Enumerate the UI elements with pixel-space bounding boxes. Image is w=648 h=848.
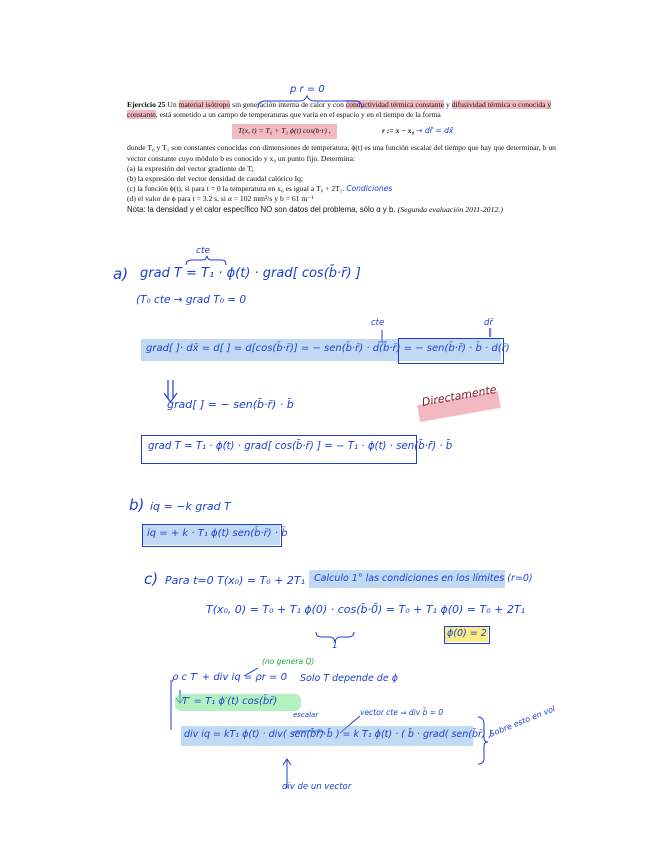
text: y xyxy=(445,100,450,109)
temperature-formula: T(x, t) = T₀ + T₁ ϕ(t) cos(b·r) , xyxy=(232,124,337,138)
text: Un xyxy=(167,100,177,109)
part-a-label: a) xyxy=(113,265,129,283)
grad-bracket-result: grad[ ] = − sen(b̄·r̄) · b̄ xyxy=(167,398,294,411)
cos-one: 1 xyxy=(332,641,338,651)
directly-note: Directamente xyxy=(420,382,498,409)
item-b: (b) la expresión del vector densidad de caudal calórico Iq; xyxy=(127,174,304,184)
boundary-note: Calculo 1° las condiciones en los límites (r=0) xyxy=(314,573,533,584)
text: , está sometido a un campo de temperaturas que varía en el espacio y en el tiempo de la forma xyxy=(155,110,441,120)
phi0-result: ϕ(0) = 2 xyxy=(447,628,487,639)
part-b-label: b) xyxy=(129,496,145,514)
cte-annotation-2: cte xyxy=(371,318,385,328)
cte-annotation: cte xyxy=(196,246,211,256)
dr-equals: ‖ xyxy=(488,328,493,338)
highlight-difusividad: difusividad térmica o conocida y constante xyxy=(127,100,552,120)
item-a: (a) la expresión del vector gradiente de T; xyxy=(127,163,254,173)
energy-equation: ρ c T′ + div iq = ρr = 0 xyxy=(172,672,287,683)
initial-condition: Para t=0 T(x₀) = T₀ + 2T₁ xyxy=(165,574,306,587)
conditions-note: Condiciones xyxy=(346,184,393,194)
iq-result: iq = + k · T₁ ϕ(t) sen(b̄·r̄) · b̄ xyxy=(147,528,288,539)
only-t-depends-note: Solo T depende de ϕ xyxy=(300,673,398,684)
item-d: (d) el valor de ϕ para t = 3.2 s, si α = 102 mm²/s y b = 61 m⁻¹ xyxy=(127,194,314,204)
vector-constant-note: vector cte ⇒ div b̄ = 0 xyxy=(360,708,444,717)
text: sin generación interna de calor y con xyxy=(232,100,344,109)
item-c-text: (c) la función ϕ(t), si para t = 0 la temperatura en x₀ es igual a T₀ + 2T₁. xyxy=(127,184,345,194)
grad-t-expression: grad T = T₁ · ϕ(t) · grad[ cos(b̄·r̄) ] xyxy=(140,266,361,281)
div-vector-note: div de un vector xyxy=(282,782,352,792)
sobre-esto-note: Sobre esto en vol xyxy=(488,704,557,739)
div-iq-expression: div iq = kT₁ ϕ(t) · div( sen(b̄r̄) b̄ ) = k T₁ ϕ(t) · ( b̄ · grad( sen(b̄r̄) ) xyxy=(184,729,493,740)
grad-t-result: grad T = T₁ · ϕ(t) · grad[ cos(b̄·r̄) ] = − T₁ · ϕ(t) · sen(b̄·r̄) · b̄ xyxy=(148,441,453,452)
note-text: Nota: la densidad y el calor específico NO son datos del problema, sólo α y b. xyxy=(127,204,396,214)
highlight-isotropo: material isótropo xyxy=(178,100,231,109)
no-generation-note: (no genera Q) xyxy=(262,657,315,666)
top-annotation: p r = 0 xyxy=(290,84,325,95)
t-prime-expression: T′ = T₁ ϕ′(t) cos(b̄r̄) xyxy=(182,696,278,707)
problem-paragraph-2: donde T₀ y T₁ son constantes conocidas con dimensiones de temperatura, ϕ(t) es una función escalar del tiempo que hay que determinar, b un vector constante cuyo módulo b es conocido y x₀ un punto fijo. Determina: xyxy=(127,143,556,163)
r-note: → dr̄ = dx̄ xyxy=(416,126,454,136)
note-source: (Segunda evaluación 2011-2012.) xyxy=(397,204,503,214)
escalar-note: escalar xyxy=(293,711,319,719)
fourier-law: iq = −k grad T xyxy=(150,500,231,513)
dr-annotation: dr̄ xyxy=(484,318,493,328)
differential-expression: grad[ ]· dx̄ = d[ ] = d[cos(b̄·r̄)] = − sen(b̄·r̄) · d(b̄·r̄) = − sen(b̄·r̄) · b̄ · d(r̄) xyxy=(146,343,510,354)
exercise-title: Ejercicio 25 xyxy=(127,100,166,109)
t0-constant-note: (T₀ cte → grad T₀ = 0 xyxy=(136,294,247,306)
part-c-label: c) xyxy=(144,570,159,588)
r-formula: r := x − x₀ xyxy=(382,126,415,136)
highlight-conductividad: conductividad térmica constante xyxy=(345,100,445,109)
temperature-at-x0: T(x₀, 0) = T₀ + T₁ ϕ(0) · cos(b̄·0̄) = T₀ + T₁ ϕ(0) = T₀ + 2T₁ xyxy=(206,603,525,616)
